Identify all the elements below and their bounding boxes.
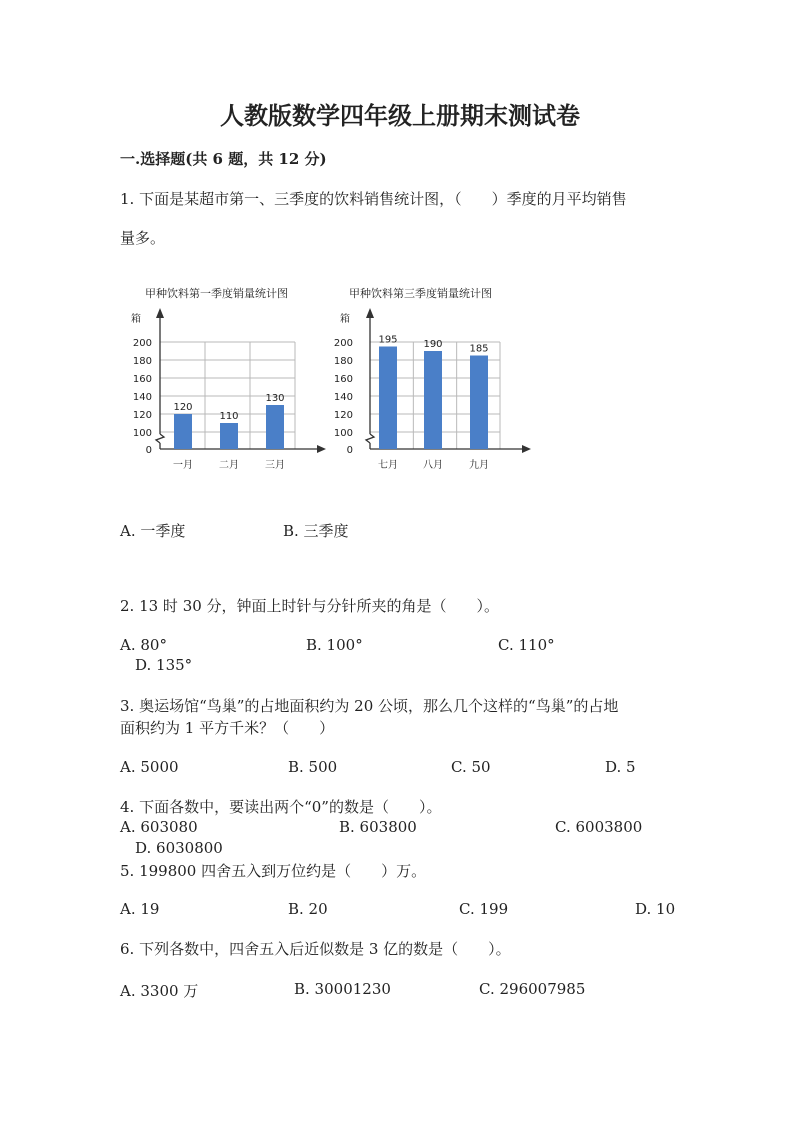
y-tick-label: 140 — [333, 392, 353, 403]
chart-q1 — [131, 286, 326, 471]
x-tick-label: 九月 — [469, 460, 489, 471]
bar-value-label: 110 — [219, 411, 239, 422]
q6-option-c[interactable]: C. 296007985 — [479, 980, 586, 998]
chart-title: 甲种饮料第一季度销量统计图 — [145, 287, 288, 300]
y-tick-label: 180 — [333, 356, 353, 367]
x-tick-label: 八月 — [423, 460, 443, 471]
x-tick-label: 七月 — [378, 460, 398, 471]
q6-option-a[interactable]: A. 3300 万 — [120, 982, 199, 1000]
bar — [379, 347, 397, 450]
q3-option-a[interactable]: A. 5000 — [120, 758, 179, 776]
q1-option-a[interactable]: A. 一季度 — [120, 522, 186, 540]
q3-option-c[interactable]: C. 50 — [451, 758, 491, 776]
x-axis-arrow — [522, 445, 531, 453]
y-tick-label: 160 — [333, 374, 353, 385]
q4-stem: 4. 下面各数中，要读出两个“0”的数是（ ）。 — [120, 798, 442, 816]
q3-stem-line1: 3. 奥运场馆“鸟巢”的占地面积约为 20 公顷，那么几个这样的“鸟巢”的占地 — [120, 697, 619, 715]
q5-option-d[interactable]: D. 10 — [635, 900, 676, 918]
y-tick-label: 120 — [132, 410, 152, 421]
bar-value-label: 185 — [469, 343, 489, 355]
y-axis-arrow — [366, 308, 374, 318]
q4-option-b[interactable]: B. 603800 — [339, 818, 417, 836]
y-tick-label: 100 — [333, 428, 353, 439]
chart-title: 甲种饮料第三季度销量统计图 — [349, 287, 492, 300]
bar-value-label: 130 — [265, 393, 285, 404]
q5-option-c[interactable]: C. 199 — [459, 900, 509, 918]
bar-value-label: 190 — [423, 339, 443, 350]
bar-value-label: 195 — [378, 334, 398, 346]
y-tick-label: 100 — [132, 428, 152, 439]
y-tick-label: 200 — [333, 338, 353, 349]
bar — [470, 356, 488, 450]
q2-option-b[interactable]: B. 100° — [306, 636, 363, 654]
q1-stem-line2: 量多。 — [120, 229, 166, 247]
q1-option-b[interactable]: B. 三季度 — [283, 522, 349, 540]
q3-stem-line2: 面积约为 1 平方千米？（ ） — [120, 719, 335, 737]
bar-value-label: 120 — [173, 402, 193, 413]
x-tick-label: 三月 — [265, 460, 285, 471]
chart-q3 — [334, 286, 531, 471]
q4-option-d[interactable]: D. 6030800 — [135, 839, 223, 857]
q4-option-a[interactable]: A. 603080 — [120, 818, 198, 836]
q1-charts — [0, 278, 800, 478]
bar — [220, 423, 238, 449]
q3-option-b[interactable]: B. 500 — [288, 758, 338, 776]
bar — [424, 351, 442, 449]
x-tick-label: 一月 — [173, 460, 193, 471]
q5-option-b[interactable]: B. 20 — [288, 900, 328, 918]
q2-stem: 2. 13 时 30 分，钟面上时针与分针所夹的角是（ ）。 — [120, 597, 500, 615]
q5-option-a[interactable]: A. 19 — [120, 900, 160, 918]
q5-stem: 5. 199800 四舍五入到万位约是（ ）万。 — [120, 862, 427, 880]
y-tick-label: 160 — [132, 374, 152, 385]
y-tick-label: 140 — [132, 392, 152, 403]
y-axis-unit: 箱 — [131, 314, 141, 325]
x-axis-arrow — [317, 445, 326, 453]
x-tick-label: 二月 — [219, 460, 239, 471]
y-tick-label: 200 — [132, 338, 152, 349]
axis-break — [366, 434, 374, 443]
y-tick-label: 120 — [333, 410, 353, 421]
q3-option-d[interactable]: D. 5 — [605, 758, 636, 776]
q2-option-c[interactable]: C. 110° — [498, 636, 555, 654]
q2-option-a[interactable]: A. 80° — [120, 636, 167, 654]
y-axis-arrow — [156, 308, 164, 318]
q6-stem: 6. 下列各数中，四舍五入后近似数是 3 亿的数是（ ）。 — [120, 940, 511, 958]
section-heading: 一.选择题(共 6 题，共 12 分) — [120, 150, 327, 168]
page-title: 人教版数学四年级上册期末测试卷 — [220, 101, 580, 130]
y-tick-label: 0 — [145, 445, 152, 456]
q1-stem-line1: 1. 下面是某超市第一、三季度的饮料销售统计图，（ ）季度的月平均销售 — [120, 190, 627, 208]
bar — [266, 405, 284, 449]
q4-option-c[interactable]: C. 6003800 — [555, 818, 643, 836]
q2-option-d[interactable]: D. 135° — [135, 656, 193, 674]
axis-break — [156, 434, 164, 443]
y-tick-label: 0 — [346, 445, 353, 456]
q6-option-b[interactable]: B. 30001230 — [294, 980, 391, 998]
y-tick-label: 180 — [132, 356, 152, 367]
y-axis-unit: 箱 — [340, 314, 350, 325]
bar — [174, 414, 192, 449]
